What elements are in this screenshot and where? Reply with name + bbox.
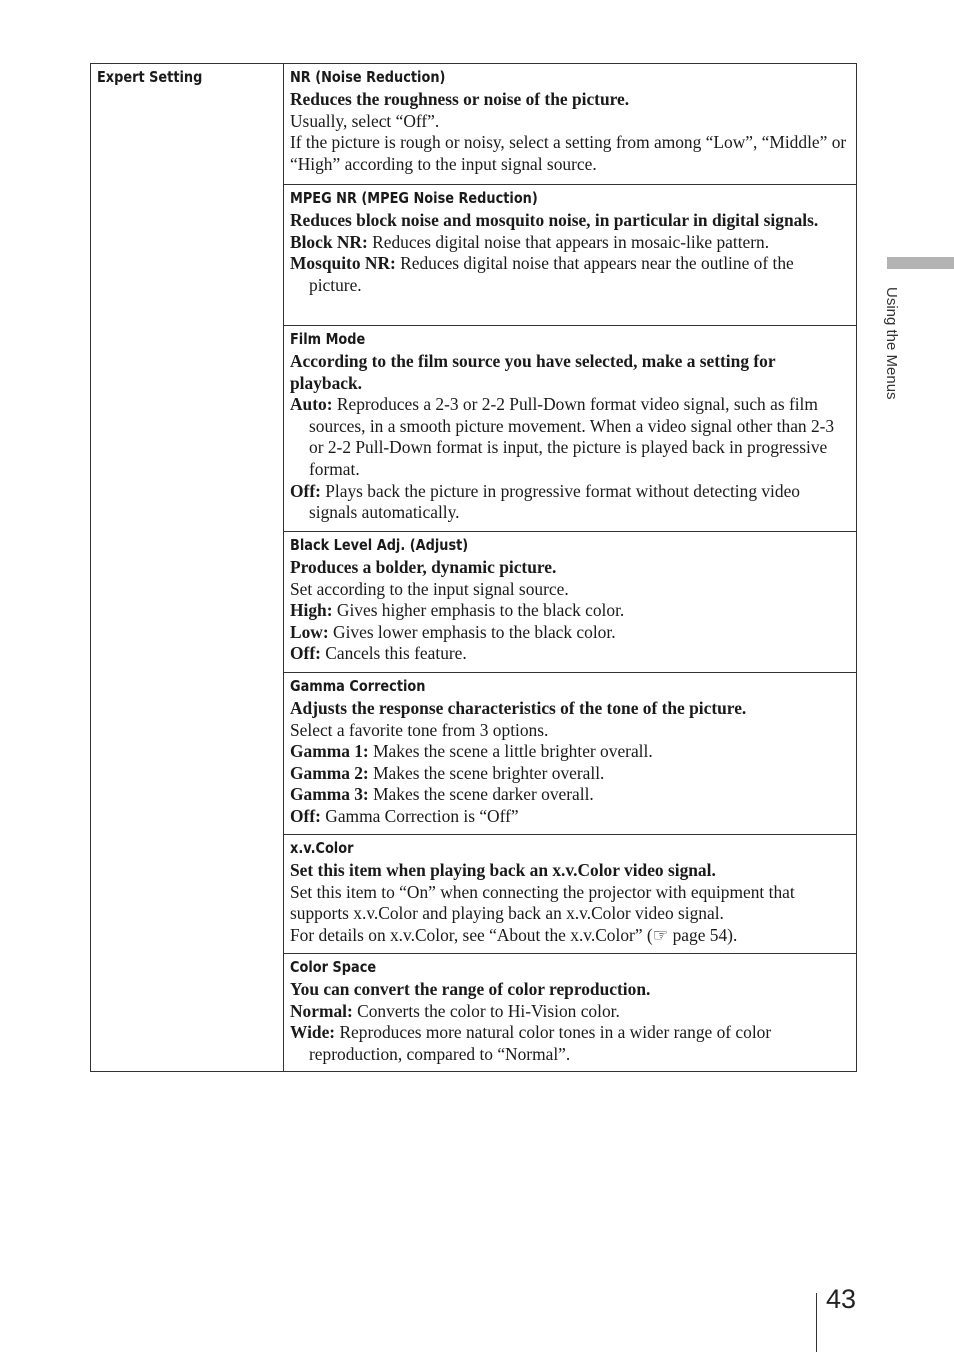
section-nr <box>284 64 856 184</box>
option-item <box>290 232 848 254</box>
option-desc: Makes the scene a little brighter overall. <box>373 741 653 762</box>
section-heading: x.v.Color <box>290 839 354 857</box>
ref-text: For details on x.v.Color, see “About the x.v.Color” ( <box>290 924 653 945</box>
section-text: Select a favorite tone from 3 options. <box>290 719 549 740</box>
option-term: Mosquito NR: <box>290 253 396 274</box>
option-item <box>290 806 848 828</box>
option-desc: Reduces digital noise that appears near the outline of the picture. <box>309 253 794 295</box>
section-summary: Set this item when playing back an x.v.Color video signal. <box>290 860 716 880</box>
option-item <box>290 253 848 296</box>
option-item <box>290 784 848 806</box>
option-desc: Plays back the picture in progressive format without detecting video signals automatically. <box>309 480 801 523</box>
side-chapter-label <box>878 287 922 437</box>
option-desc: Cancels this feature. <box>325 643 467 664</box>
ref-page: page 54). <box>668 924 738 945</box>
section-tab-marker <box>887 257 954 269</box>
category-label: Expert Setting <box>97 68 203 86</box>
section-summary: Adjusts the response characteristics of the tone of the picture. <box>290 698 747 718</box>
section-summary: Reduces the roughness or noise of the picture. <box>290 89 630 109</box>
section-film-mode <box>284 325 856 531</box>
option-desc: Gives higher emphasis to the black color. <box>336 600 625 621</box>
option-desc: Converts the color to Hi-Vision color. <box>357 1000 620 1021</box>
section-text: Set according to the input signal source. <box>290 578 569 599</box>
section-summary: According to the film source you have selected, make a setting for playback. <box>290 351 776 393</box>
option-term: Normal: <box>290 1000 353 1021</box>
section-xv-color <box>284 834 856 953</box>
section-gamma-correction <box>284 672 856 834</box>
section-summary: You can convert the range of color reproduction. <box>290 979 651 999</box>
option-term: Off: <box>290 480 321 501</box>
category-cell <box>91 64 284 1071</box>
option-desc: Gives lower emphasis to the black color. <box>333 621 616 642</box>
section-mpeg-nr <box>284 184 856 325</box>
section-heading: Black Level Adj. (Adjust) <box>290 536 469 554</box>
option-term: Gamma 1: <box>290 741 369 762</box>
option-term: Off: <box>290 805 321 826</box>
section-text: Usually, select “Off”. <box>290 110 440 131</box>
page-ref-icon: ☞ <box>652 924 669 945</box>
option-item <box>290 394 848 480</box>
section-summary: Reduces block noise and mosquito noise, in particular in digital signals. <box>290 210 819 230</box>
section-color-space <box>284 953 856 1071</box>
section-heading: Film Mode <box>290 330 366 348</box>
option-item <box>290 741 848 763</box>
page-number: 43 <box>826 1284 857 1314</box>
option-desc: Reproduces a 2-3 or 2-2 Pull-Down format video signal, such as film sources, in a smooth picture movement. When a video signal other than 2-3 or 2-2 Pull-Down format is input, the picture is played back in progressive format. <box>309 394 835 479</box>
option-term: Wide: <box>290 1022 336 1043</box>
option-term: Gamma 2: <box>290 762 369 783</box>
settings-table <box>90 63 857 1072</box>
section-black-level <box>284 531 856 672</box>
option-item <box>290 481 848 524</box>
section-summary: Produces a bolder, dynamic picture. <box>290 557 557 577</box>
option-item <box>290 763 848 785</box>
section-heading: Color Space <box>290 958 377 976</box>
section-text: If the picture is rough or noisy, select a setting from among “Low”, “Middle” or “High” according to the input signal source. <box>290 132 847 174</box>
option-item <box>290 1001 848 1023</box>
option-desc: Makes the scene darker overall. <box>373 784 594 805</box>
option-term: Block NR: <box>290 231 368 252</box>
option-term: Off: <box>290 643 321 664</box>
option-term: Low: <box>290 621 329 642</box>
option-desc: Reproduces more natural color tones in a wider range of color reproduction, compared to “Normal”. <box>309 1022 772 1064</box>
option-item <box>290 643 848 665</box>
settings-column <box>284 64 856 1071</box>
option-item <box>290 622 848 644</box>
page-reference <box>290 925 848 947</box>
option-item <box>290 1022 848 1065</box>
option-item <box>290 600 848 622</box>
section-heading: NR (Noise Reduction) <box>290 68 446 86</box>
option-desc: Makes the scene brighter overall. <box>373 762 605 783</box>
section-heading: MPEG NR (MPEG Noise Reduction) <box>290 189 538 207</box>
option-term: Gamma 3: <box>290 784 369 805</box>
option-term: Auto: <box>290 394 333 415</box>
side-chapter-text: Using the Menus <box>883 287 900 400</box>
option-desc: Reduces digital noise that appears in mosaic-like pattern. <box>372 231 770 252</box>
option-desc: Gamma Correction is “Off” <box>325 805 519 826</box>
section-text: Set this item to “On” when connecting the projector with equipment that supports x.v.Color and playing back an x.v.Color video signal. <box>290 881 795 924</box>
page-number-rule <box>816 1293 817 1352</box>
section-heading: Gamma Correction <box>290 677 426 695</box>
option-term: High: <box>290 600 333 621</box>
